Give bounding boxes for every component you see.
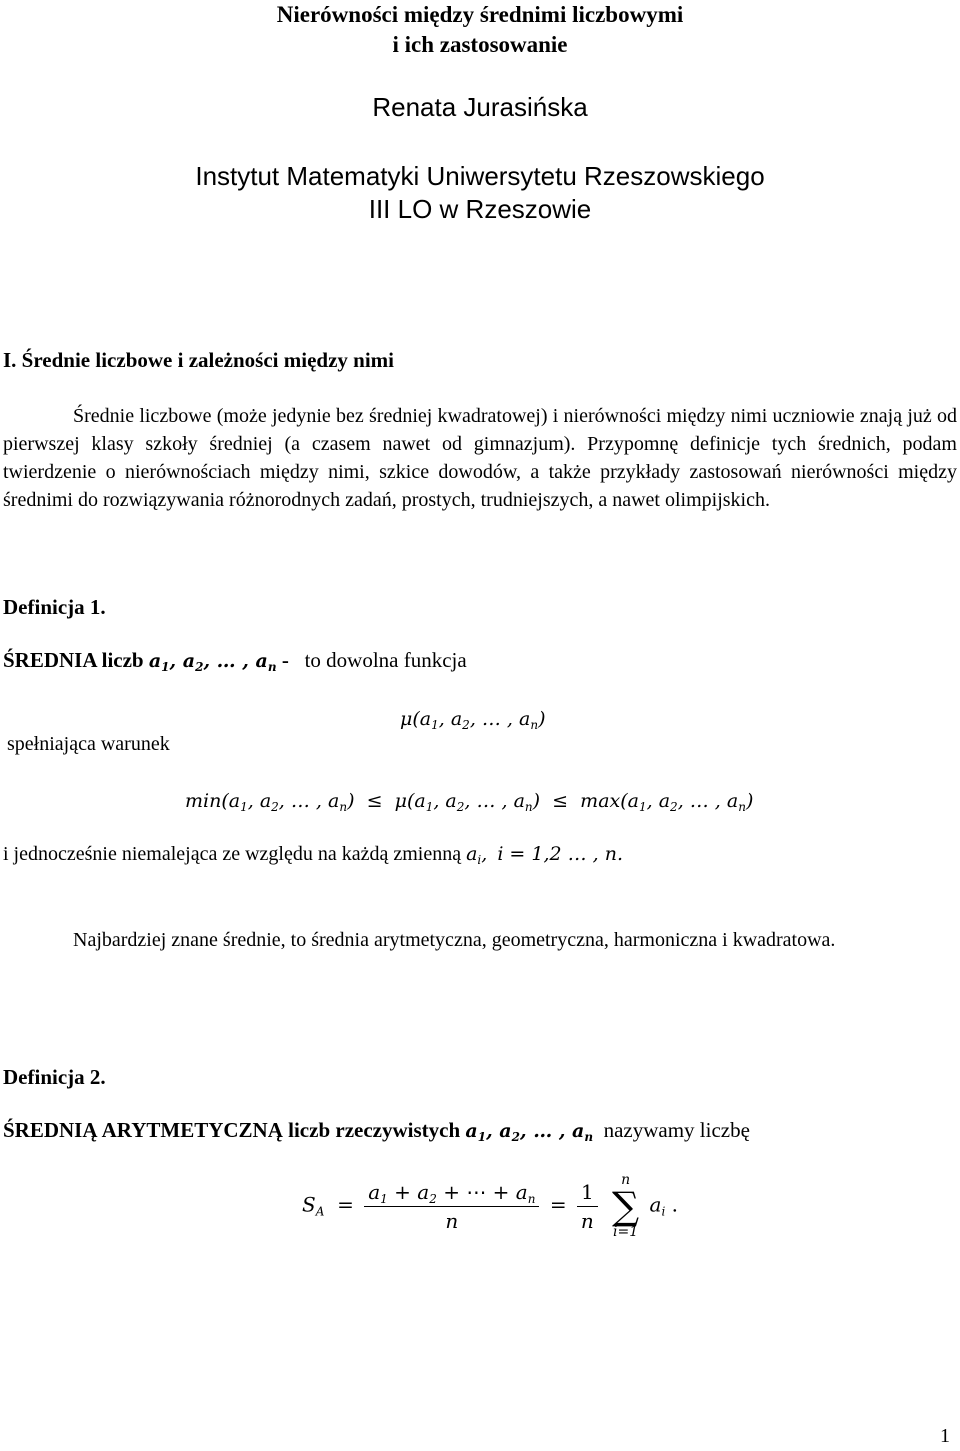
one-over-n: $\frac{1}{n}$ (577, 1178, 598, 1235)
title-line-2: i ich zastosowanie (392, 32, 568, 57)
definition-1-statement (3, 648, 467, 673)
definition-2-heading: Definicja 2. (3, 1065, 106, 1089)
variables-bold: $a_1$, $a_2$, … , $a_n$ (148, 650, 277, 674)
sum-fraction: $\frac{a_1 + a_2 + \cdots + a_n}{n}$ (364, 1178, 539, 1235)
sigma-sum: n ∑ i=1 (612, 1172, 640, 1240)
affiliation-1: Instytut Matematyki Uniwersytetu Rzeszowskiego (195, 161, 765, 191)
definition-2-statement (3, 1118, 750, 1143)
title-line-1: Nierówności między średnimi liczbowymi (276, 2, 684, 27)
known-means-paragraph: Najbardziej znane średnie, to średnia arytmetyczna, geometryczna, harmoniczna i kwadratowa. (73, 929, 836, 951)
definition-1-text: to dowolna funkcja (304, 648, 467, 672)
mu-function: $\mu(a_1$, $a_2$, … , $a_n$) (400, 708, 546, 732)
definition-2-label: ŚREDNIĄ ARYTMETYCZNĄ liczb rzeczywistych (3, 1118, 461, 1142)
mean-inequality: $\min(a_1$, $a_2$, … , $a_n) \le \mu(a_1$, $a_2$, … , $a_n) \le \max(a_1$, $a_2$, … , $a_n$) (185, 790, 754, 814)
variable-ai: $a_i$, (466, 843, 488, 867)
monotonicity-line: i jednocześnie niemalejąca ze względu na każdą zmienną $a_i$, i = 1,2 … , n. (3, 843, 624, 867)
definition-1-heading: Definicja 1. (3, 595, 106, 619)
page-number: 1 (940, 1425, 950, 1447)
definition-1-label: ŚREDNIA liczb (3, 648, 144, 672)
section-heading: I. Średnie liczbowe i zależności między nimi (3, 348, 394, 372)
variables-bold-2: $a_1$, $a_2$, … , $a_n$ (465, 1120, 594, 1144)
affiliation-2: III LO w Rzeszowie (368, 194, 592, 224)
index-range: i = 1,2 … , n. (497, 843, 624, 865)
intro-paragraph: Średnie liczbowe (może jedynie bez średniej kwadratowej) i nierówności między nimi uczniowie znają już od pierwszej klasy szkoły średniej (a czasem nawet od gimnazjum). Przypomnę definicje tych średnich, podam twierdzenie o nierównościach między nimi, szkice dowodów, a także przykłady zastosowań nierówności między średnimi do rozwiązywania różnorodnych zadań, prostych, trudniejszych, a nawet olimpijskich. (3, 405, 957, 511)
definition-2-text: nazywamy liczbę (603, 1118, 750, 1142)
definition-1-dash: - (281, 648, 289, 672)
author: Renata Jurasińska (372, 92, 588, 122)
arithmetic-mean-formula: $S_A$ = $\frac{a_1 + a_2 + \cdots + a_n}{n}$ = $\frac{1}{n}$ n ∑ i=1 $a_i$ . (302, 1172, 679, 1240)
condition-label: spełniająca warunek (7, 733, 170, 755)
